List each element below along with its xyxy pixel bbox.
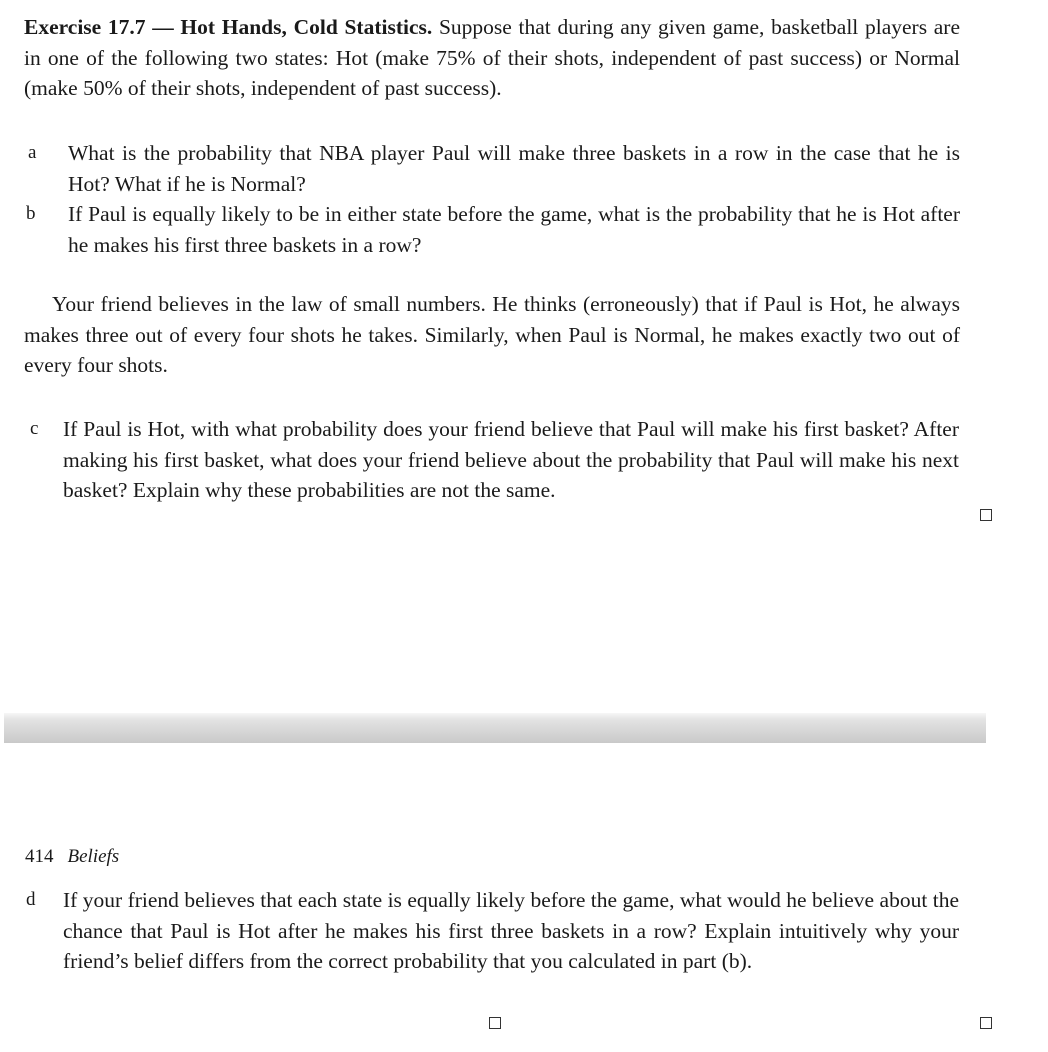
exercise-title: Exercise 17.7 — Hot Hands, Cold Statistics. xyxy=(24,15,433,39)
question-marker: c xyxy=(30,418,39,439)
exercise-intro-text: Suppose that during any given game, basketball players are in one of the following two states: Hot (make 75% of their shots, independent of past success) or Normal (make 50% of their shots, independent of past success). xyxy=(24,15,961,100)
page-number: 414 xyxy=(25,846,54,867)
question-a xyxy=(28,138,960,199)
question-b xyxy=(26,199,960,260)
end-marker-checkbox[interactable] xyxy=(489,1017,501,1029)
end-marker-checkbox[interactable] xyxy=(980,509,992,521)
question-d xyxy=(26,885,959,977)
scenario-paragraph: Your friend believes in the law of small numbers. He thinks (erroneously) that if Paul is Hot, he always makes three out of every four shots he takes. Similarly, when Paul is Normal, he makes exactly two out of every four shots. xyxy=(24,292,960,377)
question-marker: d xyxy=(26,889,36,910)
running-head xyxy=(25,843,119,871)
question-text: If your friend believes that each state is equally likely before the game, what would he believe about the chance that Paul is Hot after he makes his first three baskets in a row? Explain intuitively why your friend’s belief differs from the correct probability that you calculated in part (b). xyxy=(63,888,959,973)
page-break-divider xyxy=(4,713,986,743)
exercise-intro-paragraph xyxy=(24,12,960,104)
section-title: Beliefs xyxy=(67,846,120,867)
question-text: If Paul is Hot, with what probability does your friend believe that Paul will make his first basket? After making his first basket, what does your friend believe about the probability that Paul will make his next basket? Explain why these probabilities are not the same. xyxy=(63,417,959,502)
question-text: If Paul is equally likely to be in either state before the game, what is the probability that he is Hot after he makes his first three baskets in a row? xyxy=(68,202,960,257)
question-marker: a xyxy=(28,142,37,163)
end-marker-checkbox[interactable] xyxy=(980,1017,992,1029)
question-text: What is the probability that NBA player Paul will make three baskets in a row in the case that he is Hot? What if he is Normal? xyxy=(68,141,960,196)
question-marker: b xyxy=(26,203,36,224)
question-c xyxy=(30,414,959,506)
